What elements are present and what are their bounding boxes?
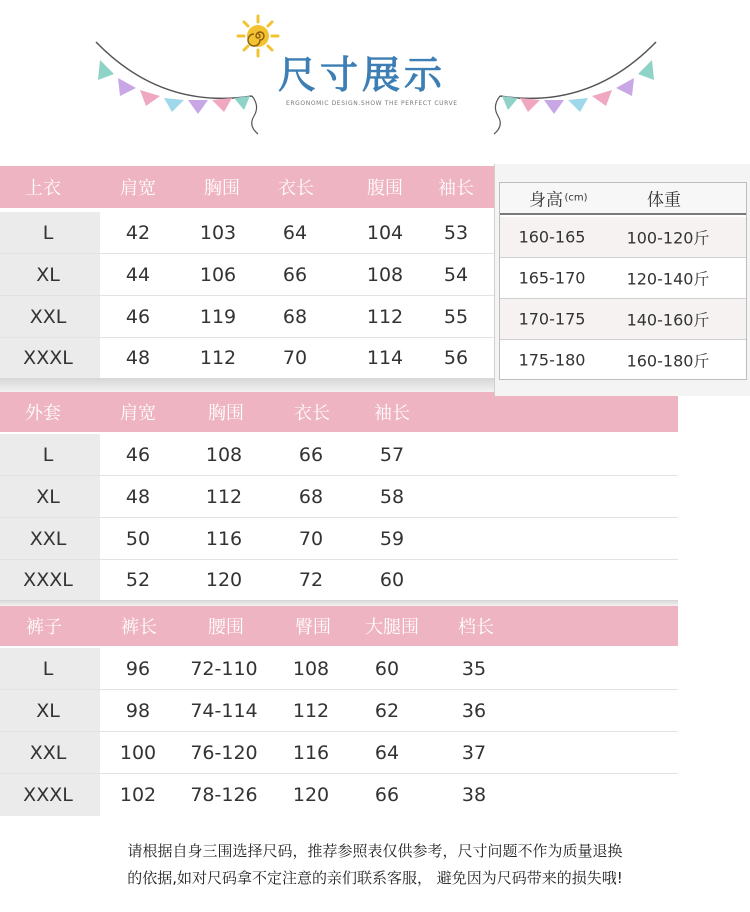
height-range: 160-165 — [518, 227, 586, 247]
pants-header-waist: 腰围 — [208, 617, 244, 638]
table-row — [0, 476, 678, 518]
size-label: XL — [36, 699, 60, 722]
tops-header-category: 上衣 — [25, 178, 61, 199]
height-weight-reference — [494, 164, 750, 396]
table-cell: 119 — [199, 305, 237, 328]
size-label: XXXL — [23, 569, 73, 591]
size-label: XL — [36, 485, 60, 508]
table-cell: 64 — [282, 221, 308, 244]
table-cell: 72 — [298, 569, 324, 591]
size-label: L — [42, 221, 54, 244]
list-item — [500, 217, 746, 258]
table-row — [0, 434, 678, 476]
table-cell: 104 — [366, 221, 404, 244]
table-row — [0, 560, 678, 600]
table-cell: 106 — [199, 263, 237, 286]
table-cell: 37 — [461, 741, 487, 764]
table-cell: 108 — [366, 263, 404, 286]
header-banner — [0, 0, 750, 160]
jacket-header-length: 衣长 — [294, 403, 330, 424]
page-subtitle: ERGONOMIC DESIGN.SHOW THE PERFECT CURVE — [286, 100, 458, 107]
table-cell: 60 — [374, 657, 400, 680]
table-cell: 70 — [298, 527, 324, 550]
size-label: XXXL — [23, 347, 73, 369]
table-cell: 112 — [205, 485, 243, 508]
table-cell: 66 — [298, 443, 324, 466]
table-cell: 60 — [379, 569, 405, 591]
table-cell: 108 — [292, 657, 330, 680]
table-cell: 96 — [125, 657, 151, 680]
pants-header-hip: 臀围 — [295, 617, 331, 638]
table-cell: 72-110 — [190, 657, 258, 680]
table-cell: 68 — [298, 485, 324, 508]
tops-header-shoulder: 肩宽 — [120, 178, 156, 199]
table-cell: 70 — [282, 347, 308, 369]
table-row — [0, 774, 678, 816]
tops-header-sleeve: 袖长 — [438, 178, 474, 199]
jacket-header-sleeve: 袖长 — [374, 403, 410, 424]
table-cell: 74-114 — [190, 699, 258, 722]
weight-range: 120-140斤 — [626, 269, 710, 289]
tops-header-waist: 腹围 — [367, 178, 403, 199]
pants-size-table — [0, 606, 678, 816]
table-cell: 44 — [125, 263, 151, 286]
disclaimer-line-1: 请根据自身三围选择尺码，推荐参照表仅供参考，尺寸问题不作为质量退换 — [127, 842, 623, 860]
jacket-header-category: 外套 — [25, 403, 61, 424]
table-cell: 78-126 — [190, 784, 258, 806]
height-range: 170-175 — [518, 309, 586, 329]
list-item — [500, 340, 746, 379]
pants-header-thigh: 大腿围 — [365, 617, 419, 638]
height-range: 165-170 — [518, 268, 586, 288]
table-cell: 38 — [461, 784, 487, 806]
weight-range: 160-180斤 — [626, 351, 710, 370]
table-cell: 66 — [282, 263, 308, 286]
height-unit: (cm) — [564, 192, 588, 204]
table-cell: 76-120 — [190, 741, 258, 764]
table-cell: 50 — [125, 527, 151, 550]
size-label: L — [42, 443, 54, 466]
table-cell: 36 — [461, 699, 487, 722]
weight-range: 100-120斤 — [626, 228, 710, 248]
table-cell: 64 — [374, 741, 400, 764]
table-row — [0, 518, 678, 560]
tops-header-length: 衣长 — [278, 178, 314, 199]
size-disclaimer — [0, 838, 750, 892]
table-cell: 103 — [199, 221, 237, 244]
table-row — [0, 690, 678, 732]
table-row — [0, 648, 678, 690]
table-cell: 108 — [205, 443, 243, 466]
table-cell: 62 — [374, 699, 400, 722]
bunting-flags-right — [490, 30, 660, 140]
disclaimer-line-2: 的依据,如对尺码拿不定注意的亲们联系客服， 避免因为尺码带来的损失哦! — [127, 869, 623, 887]
height-range: 175-180 — [518, 350, 586, 369]
table-cell: 68 — [282, 305, 308, 328]
height-label: 身高 — [529, 190, 563, 211]
table-cell: 114 — [366, 347, 404, 369]
pants-header-category: 裤子 — [26, 617, 62, 638]
table-cell: 120 — [205, 569, 243, 591]
table-cell: 102 — [119, 784, 157, 806]
size-label: XXL — [29, 305, 67, 328]
table-cell: 48 — [125, 347, 151, 369]
table-cell: 66 — [374, 784, 400, 806]
table-cell: 42 — [125, 221, 151, 244]
reference-header-row — [500, 183, 746, 215]
table-cell: 100 — [119, 741, 157, 764]
size-label: L — [42, 657, 54, 680]
table-cell: 54 — [443, 263, 469, 286]
pants-header-row — [0, 606, 678, 646]
table-cell: 55 — [443, 305, 469, 328]
table-cell: 46 — [125, 305, 151, 328]
tops-header-chest: 胸围 — [204, 178, 240, 199]
table-row — [0, 732, 678, 774]
table-cell: 56 — [443, 347, 469, 369]
jacket-size-table — [0, 392, 678, 600]
table-cell: 116 — [205, 527, 243, 550]
table-cell: 116 — [292, 741, 330, 764]
table-cell: 98 — [125, 699, 151, 722]
jacket-header-shoulder: 肩宽 — [120, 403, 156, 424]
size-label: XXL — [29, 741, 67, 764]
table-cell: 112 — [199, 347, 237, 369]
jacket-header-row — [0, 392, 678, 432]
size-label: XL — [36, 263, 60, 286]
size-label: XXXL — [23, 784, 73, 806]
table-cell: 52 — [125, 569, 151, 591]
table-cell: 120 — [292, 784, 330, 806]
table-cell: 112 — [366, 305, 404, 328]
size-label: XXL — [29, 527, 67, 550]
reference-table — [499, 182, 747, 380]
list-item — [500, 258, 746, 299]
table-cell: 112 — [292, 699, 330, 722]
list-item — [500, 299, 746, 340]
table-cell: 59 — [379, 527, 405, 550]
table-cell: 35 — [461, 657, 487, 680]
table-cell: 58 — [379, 485, 405, 508]
table-cell: 46 — [125, 443, 151, 466]
table-cell: 48 — [125, 485, 151, 508]
pants-header-rise: 档长 — [458, 617, 494, 638]
table-cell: 53 — [443, 221, 469, 244]
pants-header-length: 裤长 — [121, 617, 157, 638]
bunting-flags-left — [92, 30, 262, 140]
weight-label: 体重 — [647, 190, 681, 211]
jacket-header-chest: 胸围 — [208, 403, 244, 424]
page-title: 尺寸展示 — [278, 53, 447, 97]
table-cell: 57 — [379, 443, 405, 466]
weight-range: 140-160斤 — [626, 310, 710, 330]
